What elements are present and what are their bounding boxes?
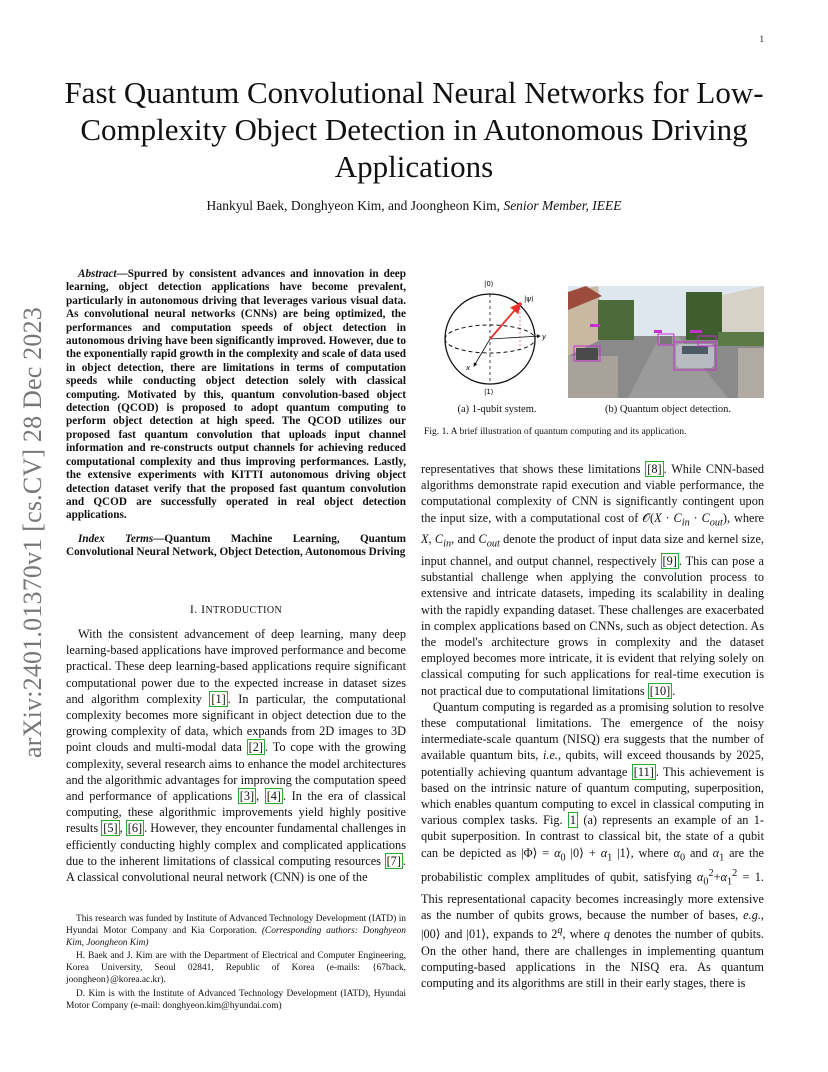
footnote-funding: This research was funded by Institute of Advanced Technology Development (IATD) in Hyundai Motor Company and Kia Corporation. (Corresponding authors: Donghyeon Kim, Joongheon Kim) bbox=[66, 914, 406, 948]
intro-paragraph: With the consistent advancement of deep learning, many deep learning-based applications have improved performance and become practical. These deep learning-based applications require significant computational power due to the expected increase in dataset sizes and algorithm complexity [1] . In particular, the computational complexity becomes more significant in object detection due to the growing complexity of data, which expands from 2D images to 3D point clouds and multi-modal data [2] . To cope with the growing complexity, several research aims to enhance the model architectures and the algorithmic advantages for improving the computation speed and performance of applications [3] , [4] . In the era of classical computing, these algorithmic improvements yield highly positive results [5] , [6] . However, they encounter fundamental challenges in efficiently conducting highly complex and complicated applications due to the inherent limitations of classical computing resources [7] . A classical convolutional neural network (CNN) is one of the bbox=[66, 627, 406, 885]
bloch-sphere-diagram bbox=[432, 276, 554, 398]
main-car-window bbox=[682, 346, 708, 354]
author-list: Hankyul Baek, Donghyeon Kim, and Joongheon Kim, Senior Member, IEEE bbox=[206, 198, 622, 213]
right-column-text bbox=[421, 461, 764, 991]
sidewalk-right bbox=[738, 348, 764, 398]
label-ket0: |0⟩ bbox=[484, 280, 494, 288]
sidewalk-left bbox=[568, 356, 618, 398]
abstract-label: Abstract bbox=[78, 268, 117, 280]
index-terms-label: Index Terms bbox=[78, 533, 154, 545]
detection-label-3 bbox=[654, 330, 662, 333]
detection-label-2 bbox=[690, 330, 702, 333]
label-psi: |ψ⟩ bbox=[524, 295, 534, 303]
right-paragraph-2: Quantum computing is regarded as a promising solution to resolve these computational limitations. The emergence of the noisy intermediate-scale quantum (NISQ) era suggests that the number of available quantum bits, i.e., qubits, will exceed thousands by 2025, potentially achieving quantum advantage [11] . This achievement is based on the intrinsic nature of quantum computing, superposition, which enables quantum computing to excel in classical computing in various complex tasks. Fig. 1 (a) represents an example of an 1-qubit superposition. In contrast to classical bit, the state of a qubit can be depicted as |Φ⟩ = $\alpha_0$ |0⟩ + $\alpha_1$ |1⟩, where $\alpha_0$ and $\alpha_1$ are the probabilistic complex amplitudes of qubit, satisfying $\alpha_0^2+\alpha_1^2 = 1$. This representational capacity becomes increasingly more extensive as the number of qubits grows, because the number of bases, e.g., |00⟩ and |01⟩, expands to 2$^q$, where q denotes the number of qubits. On the other hand, there are challenges in implementing quantum computing-based applications in the NISQ era. As quantum computing and its algorithms are still in their early stages, there is bbox=[421, 699, 765, 991]
page-number: 1 bbox=[759, 34, 764, 44]
arxiv-stamp: arXiv:2401.01370v1 [cs.CV] 28 Dec 2023 bbox=[18, 307, 47, 758]
label-y: y bbox=[542, 333, 547, 341]
label-ket1: |1⟩ bbox=[484, 388, 494, 396]
distant-car bbox=[660, 336, 672, 344]
section-number: I. bbox=[189, 602, 198, 616]
footnote-affiliation-1: H. Baek and J. Kim are with the Department of Electrical and Computer Engineering, Korea University, Seoul 02841, Republic of Korea (e-mails: {67back, joongheon}@korea.ac.kr). bbox=[66, 951, 406, 985]
street-detection-image bbox=[568, 286, 764, 398]
caption-a: (a) 1-qubit system. bbox=[457, 404, 537, 415]
y-axis bbox=[490, 336, 540, 339]
abstract bbox=[66, 268, 406, 523]
abstract-text: —Spurred by consistent advances and innovation in deep learning, object detection applications have become prevalent, particularly in autonomous driving that leverages various visual data. As convolutional neural networks (CNNs) are being optimized, the performances and computation speeds of object detection in autonomous driving have been significantly improved. However, due to the exponentially rapid growth in the complexity and scale of data used in object detection, there are limitations in terms of computation speeds while conducting object detection solely with classical computing. Motivated by this, quantum convolution-based object detection (QCOD) is proposed to adopt quantum computing to perform object detection at high speed. The QCOD utilizes our proposed fast quantum convolution that uploads input channel information and re-constructs output channels for achieving reduced computational complexity and thus improving performances. Lastly, the extensive experiments with KITTI autonomous driving object detection dataset verify that the proposed fast quantum convolution and QCOD are successfully operated in real object detection applications. bbox=[66, 268, 406, 522]
index-terms-text: —Quantum Machine Learning, Quantum Convolutional Neural Network, Object Detection, Autonomous Driving bbox=[66, 533, 406, 559]
left-trees bbox=[598, 300, 634, 340]
index-terms bbox=[66, 533, 406, 560]
state-vector bbox=[490, 304, 520, 339]
caption-b: (b) Quantum object detection. bbox=[605, 404, 731, 415]
figure-caption: Fig. 1. A brief illustration of quantum computing and its application. bbox=[424, 426, 687, 437]
right-paragraph-1: representatives that shows these limitations [8] . While CNN-based algorithms demonstrate rapid execution and viable performance, the computational complexity of CNN is significantly contingent upon the input size, with a computational cost of 𝒪(X · $C_{in} \cdot C_{out}$), where X, $C_{in}$, and $C_{out}$ denote the product of input data size and kernel size, input channel, and output channel, respectively [9] . This can pose a substantial challenge when applying the convolution process to extensive and intricate datasets, impeding its scalability in dealing with the rapidly expanding dataset. These challenges are exacerbated in complex applications based on CNNs, such as object detection. As the model's architecture grows in complexity and the dataset employed becomes more intricate, it is evident that relying solely on classical computing for such applications for real-time execution is not practical due to computational limitations [10] . bbox=[421, 462, 765, 698]
footnotes bbox=[66, 914, 406, 1014]
footnote-affiliation-2: D. Kim is with the Institute of Advanced Technology Development (IATD), Hyundai Motor Company (e-mail: donghyeon.kim@hyundai.com) bbox=[66, 988, 406, 1011]
parked-car-left bbox=[576, 348, 598, 360]
paper-title: Fast Quantum Convolutional Neural Networks for Low-Complexity Object Detection in Autonomous Driving Applications bbox=[64, 75, 764, 184]
right-hedge bbox=[718, 332, 764, 346]
detection-label-1 bbox=[590, 324, 600, 327]
state-point bbox=[518, 302, 522, 306]
section-heading: I. INTRODUCTION bbox=[189, 602, 283, 616]
label-x: x bbox=[466, 364, 471, 372]
